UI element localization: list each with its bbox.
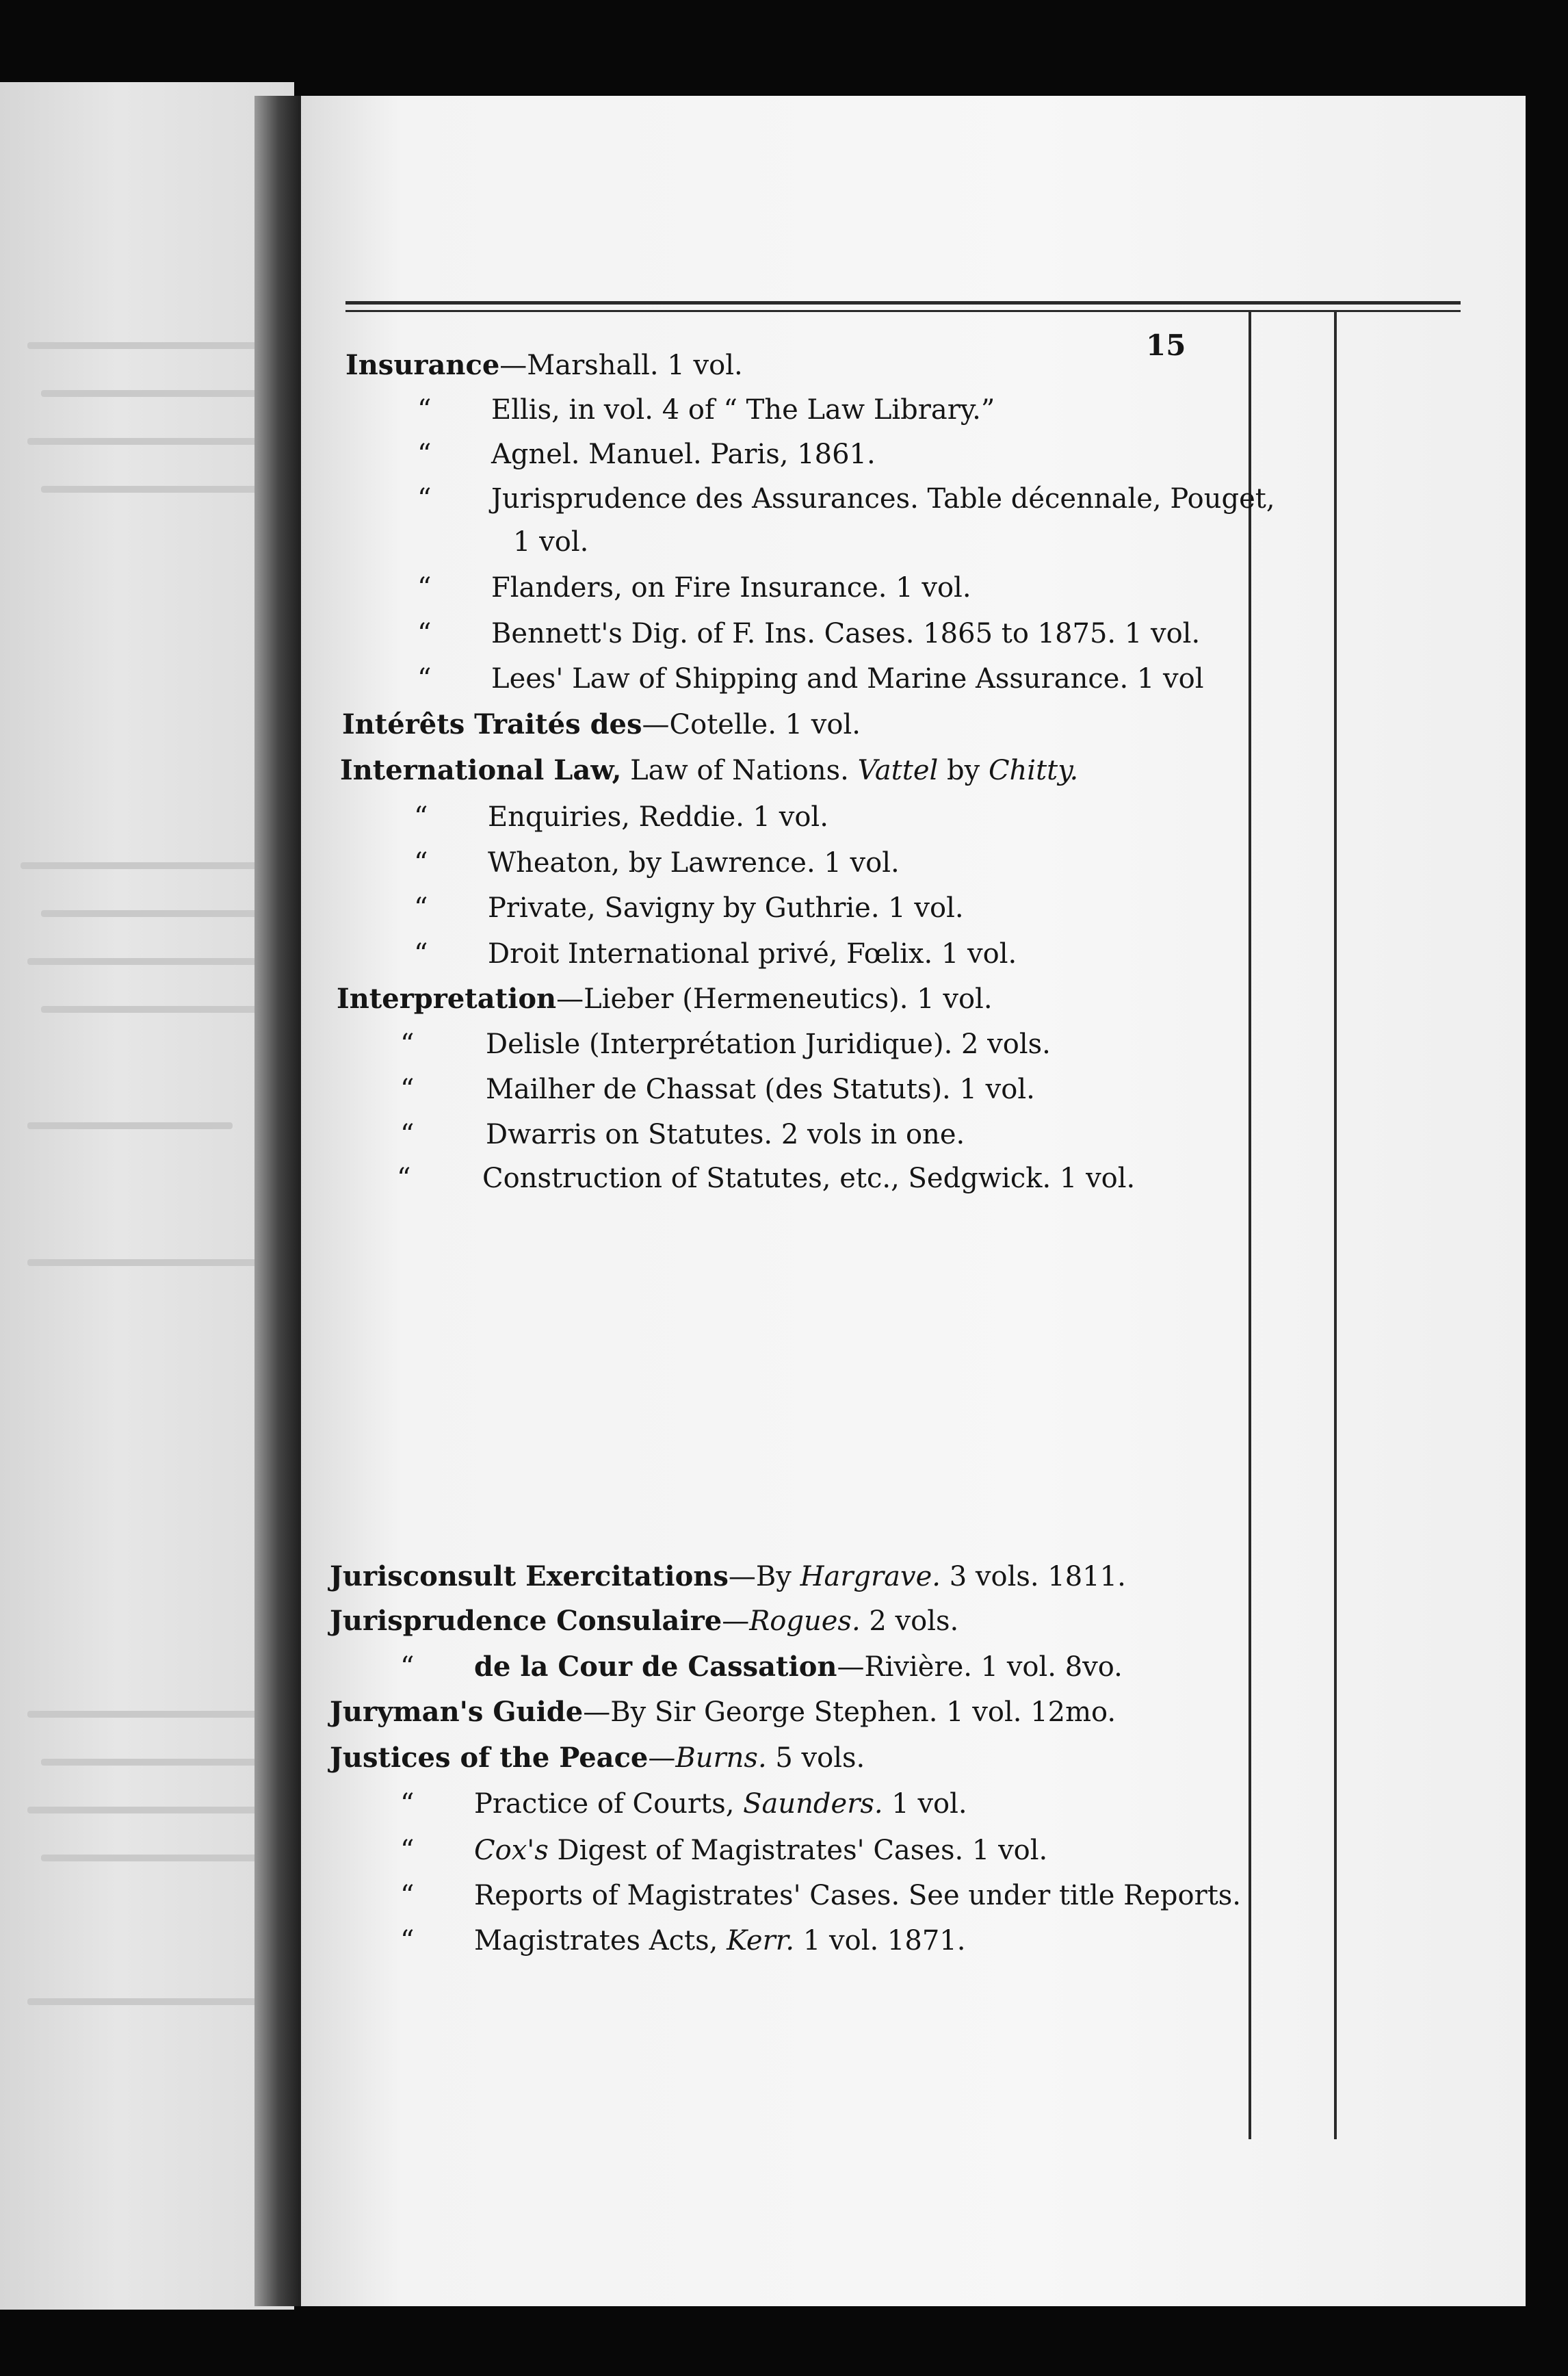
index-entry-line xyxy=(345,349,743,382)
entry-heading: de la Cour de Cassation xyxy=(474,1651,837,1683)
ditto-mark: “ xyxy=(400,1029,415,1060)
index-entry-line xyxy=(330,1742,865,1774)
ditto-mark: “ xyxy=(417,483,432,515)
entry-italic: Cox's xyxy=(474,1835,549,1866)
entry-text: — xyxy=(648,1742,676,1774)
entry-text: 1 vol. xyxy=(513,526,589,558)
index-entry-line xyxy=(414,847,900,879)
entry-text: Practice of Courts, xyxy=(474,1788,744,1820)
index-entry-line xyxy=(417,662,1204,695)
ditto-mark: “ xyxy=(414,892,428,924)
index-entry-line xyxy=(417,393,995,426)
index-entry-line xyxy=(417,571,971,604)
index-entry-line xyxy=(330,1696,1116,1729)
entry-text: —By xyxy=(728,1561,800,1592)
entry-text-tail: 3 vols. 1811. xyxy=(941,1561,1126,1592)
index-entry-line xyxy=(414,801,828,834)
index-entry-line xyxy=(417,482,1275,515)
ditto-mark: “ xyxy=(414,847,428,879)
index-entry-line xyxy=(400,1073,1035,1106)
left-facing-page xyxy=(0,82,294,2310)
entry-italic: Vattel xyxy=(857,755,939,786)
ditto-mark: “ xyxy=(400,1880,415,1911)
entry-text: —By Sir George Stephen. 1 vol. 12mo. xyxy=(583,1696,1116,1728)
index-entry-line xyxy=(400,1651,1123,1683)
ditto-mark: “ xyxy=(400,1074,415,1105)
top-double-rule xyxy=(345,301,1461,305)
entry-italic: Rogues. xyxy=(749,1605,861,1637)
ditto-mark: “ xyxy=(400,1925,415,1957)
entry-text-tail: 2 vols. xyxy=(860,1605,959,1637)
ditto-mark: “ xyxy=(400,1119,415,1150)
ditto-mark: “ xyxy=(417,572,432,604)
ditto-mark: “ xyxy=(417,439,432,470)
entry-text: Ellis, in vol. 4 of “ The Law Library.” xyxy=(491,394,995,426)
ditto-mark: “ xyxy=(414,801,428,833)
ditto-mark: “ xyxy=(417,663,432,695)
entry-text: —Lieber (Hermeneutics). 1 vol. xyxy=(556,983,993,1015)
index-entry-line xyxy=(400,1118,965,1151)
index-entry-line xyxy=(330,1605,958,1638)
entry-text: — xyxy=(722,1605,750,1637)
entry-heading: International Law, xyxy=(340,754,622,786)
entry-text: Reports of Magistrates' Cases. See under title Reports. xyxy=(474,1880,1242,1911)
entry-text: —Rivière. 1 vol. 8vo. xyxy=(837,1651,1123,1683)
entry-text-tail: 5 vols. xyxy=(766,1742,865,1774)
entry-heading: Intérêts Traités des xyxy=(342,708,642,740)
ditto-mark: “ xyxy=(417,618,432,649)
index-entry-line xyxy=(414,892,964,925)
ditto-mark: “ xyxy=(417,394,432,426)
entry-text: Enquiries, Reddie. 1 vol. xyxy=(488,801,828,833)
ditto-mark: “ xyxy=(400,1835,415,1866)
entry-text: Private, Savigny by Guthrie. 1 vol. xyxy=(488,892,964,924)
index-entry-line xyxy=(400,1028,1051,1061)
entry-text: Law of Nations. xyxy=(621,755,858,786)
entry-heading: Justices of the Peace xyxy=(330,1742,649,1774)
entry-heading: Jurisconsult Exercitations xyxy=(330,1560,729,1592)
entry-text-tail: 1 vol. xyxy=(883,1788,967,1820)
index-entry-line xyxy=(400,1787,967,1820)
index-entry-line xyxy=(400,1924,965,1957)
index-entry-line xyxy=(400,1834,1047,1867)
entry-heading: Interpretation xyxy=(337,983,557,1015)
top-double-rule-lower xyxy=(345,310,1461,312)
entry-text: Construction of Statutes, etc., Sedgwick. 1 vol. xyxy=(482,1163,1136,1194)
index-entry-line xyxy=(330,1560,1126,1593)
column-rule-right xyxy=(1334,312,1337,2139)
entry-text: Droit International privé, Fœlix. 1 vol. xyxy=(488,938,1017,970)
index-entry-line xyxy=(414,938,1017,970)
entry-text-tail: Digest of Magistrates' Cases. 1 vol. xyxy=(548,1835,1048,1866)
page-number: 15 xyxy=(1146,328,1186,362)
entry-italic: Saunders. xyxy=(743,1788,883,1820)
index-entry-line xyxy=(340,754,1078,787)
index-entry-line xyxy=(400,1879,1241,1912)
entry-italic: Kerr. xyxy=(727,1925,795,1957)
entry-heading: Jurisprudence Consulaire xyxy=(330,1605,722,1637)
entry-italic: Chitty. xyxy=(988,755,1079,786)
ditto-mark: “ xyxy=(400,1788,415,1820)
entry-text: Dwarris on Statutes. 2 vols in one. xyxy=(486,1119,965,1150)
entry-text: Flanders, on Fire Insurance. 1 vol. xyxy=(491,572,971,604)
right-page xyxy=(301,96,1526,2306)
entry-text: Delisle (Interprétation Juridique). 2 vols. xyxy=(486,1029,1051,1060)
entry-text: Bennett's Dig. of F. Ins. Cases. 1865 to 1875. 1 vol. xyxy=(491,618,1201,649)
index-entry-line xyxy=(397,1162,1135,1195)
index-entry-line xyxy=(513,526,588,558)
entry-text: —Cotelle. 1 vol. xyxy=(642,709,861,740)
entry-text: Lees' Law of Shipping and Marine Assurance. 1 vol xyxy=(491,663,1204,695)
entry-text: —Marshall. 1 vol. xyxy=(499,350,743,381)
entry-text: Mailher de Chassat (des Statuts). 1 vol. xyxy=(486,1074,1035,1105)
entry-text: Magistrates Acts, xyxy=(474,1925,727,1957)
entry-text-tail: by xyxy=(938,755,989,786)
index-entry-line xyxy=(417,617,1200,650)
ditto-mark: “ xyxy=(397,1163,411,1194)
ditto-mark: “ xyxy=(414,938,428,970)
index-entry-line xyxy=(417,438,876,471)
index-entry-line xyxy=(337,983,993,1016)
column-rule-left xyxy=(1249,312,1251,2139)
index-entry-line xyxy=(342,708,861,741)
entry-italic: Burns. xyxy=(675,1742,767,1774)
entry-heading: Juryman's Guide xyxy=(330,1696,584,1728)
entry-text-tail: 1 vol. 1871. xyxy=(794,1925,966,1957)
entry-text: Agnel. Manuel. Paris, 1861. xyxy=(491,439,876,470)
entry-text: Wheaton, by Lawrence. 1 vol. xyxy=(488,847,900,879)
entry-italic: Hargrave. xyxy=(800,1561,941,1592)
entry-text: Jurisprudence des Assurances. Table décennale, Pouget, xyxy=(491,483,1275,515)
ditto-mark: “ xyxy=(400,1651,415,1683)
entry-heading: Insurance xyxy=(345,349,500,381)
